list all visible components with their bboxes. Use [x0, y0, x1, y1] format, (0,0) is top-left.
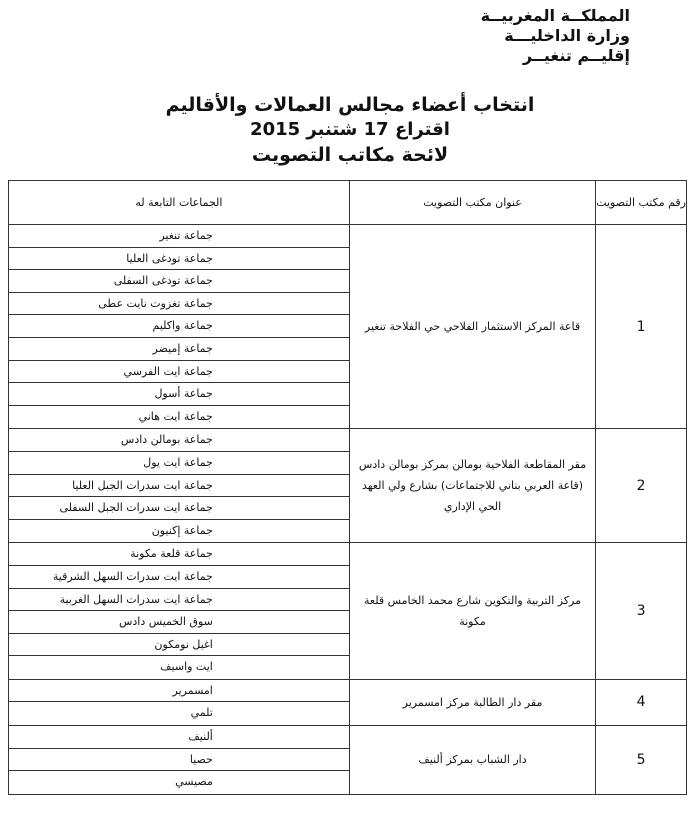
commune-item: جماعة إميضر	[9, 338, 349, 361]
commune-item: جماعة قلعة مكونة	[9, 543, 349, 566]
commune-list	[9, 543, 349, 679]
commune-item: جماعة بومالن دادس	[9, 429, 349, 452]
election-date: اقتراع 17 شتنبر 2015	[250, 119, 450, 140]
commune-item: جماعة تودغى العليا	[9, 248, 349, 271]
commune-item: جماعة ايت يول	[9, 452, 349, 475]
commune-item: مصيسي	[175, 775, 213, 789]
commune-item: حصيا	[9, 749, 349, 772]
commune-item: جماعة تودغى السفلى	[9, 270, 349, 293]
station-number: 5	[596, 726, 687, 795]
letterhead-ministry: وزارة الداخليـــة	[504, 26, 630, 45]
commune-item: جماعة أسول	[9, 383, 349, 406]
station-communes	[9, 726, 350, 795]
polling-stations-table	[8, 180, 687, 795]
table-header-row	[9, 181, 687, 225]
station-number: 4	[596, 679, 687, 725]
commune-item: جماعة واكليم	[9, 315, 349, 338]
table-row	[9, 726, 687, 795]
station-address: مركز التربية والتكوين شارع محمد الخامس قلعة مكونة	[349, 543, 595, 680]
document-titles	[0, 92, 700, 168]
station-address: مقر المقاطعة الفلاحية بومالن بمركز بومالن دادس (قاعة العربي بناني للاجتماعات) بشارع ولي العهد الحي الإداري	[349, 429, 595, 543]
commune-item: جماعة ايت سدرات السهل الشرقية	[9, 566, 349, 589]
table-row	[9, 679, 687, 725]
station-address: قاعة المركز الاستثمار الفلاحي حي الفلاحة تنغير	[349, 225, 595, 429]
commune-item: ايت واسيف	[160, 660, 213, 674]
station-communes	[9, 225, 350, 429]
commune-item: جماعة إكنيون	[151, 523, 213, 537]
commune-item: تلمي	[190, 706, 213, 720]
table-row	[9, 225, 687, 429]
letterhead-kingdom: المملكــة المغربيــة	[480, 6, 630, 25]
commune-item: جماعة تغزوت نايت عطى	[9, 293, 349, 316]
commune-item: جماعة ايت الفرسي	[9, 361, 349, 384]
table-row	[9, 543, 687, 680]
station-communes	[9, 429, 350, 543]
table-body	[9, 225, 687, 795]
station-communes	[9, 679, 350, 725]
letterhead-province: إقليــم تنغيــر	[522, 46, 630, 65]
station-number: 3	[596, 543, 687, 680]
commune-item: جماعة ايت سدرات الجبل العليا	[9, 475, 349, 498]
commune-list	[9, 680, 349, 725]
commune-list	[9, 225, 349, 428]
station-communes	[9, 543, 350, 680]
commune-item: ألنيف	[9, 726, 349, 749]
commune-item: جماعة تنغير	[9, 225, 349, 248]
commune-item: امسمرير	[9, 680, 349, 703]
commune-item: اغيل نومكون	[9, 634, 349, 657]
commune-list	[9, 429, 349, 542]
letterhead	[430, 6, 630, 66]
commune-item: جماعة ايت سدرات الجبل السفلى	[9, 497, 349, 520]
table-row	[9, 429, 687, 543]
header-station-number: رقم مكتب التصويت	[596, 181, 687, 225]
header-station-address: عنوان مكتب التصويت	[349, 181, 595, 225]
commune-item: جماعة ايت هاني	[138, 409, 213, 423]
commune-item: جماعة ايت سدرات السهل الغربية	[9, 589, 349, 612]
station-address: مقر دار الطالبة مركز امسمرير	[349, 679, 595, 725]
list-title: لائحة مكاتب التصويت	[251, 144, 449, 166]
document-title: انتخاب أعضاء مجالس العمالات والأقاليم	[165, 94, 535, 116]
header-communes: الجماعات التابعة له	[9, 181, 350, 225]
station-address: دار الشباب بمركز ألنيف	[349, 726, 595, 795]
station-number: 1	[596, 225, 687, 429]
commune-item: سوق الخميس دادس	[9, 611, 349, 634]
station-number: 2	[596, 429, 687, 543]
commune-list	[9, 726, 349, 794]
